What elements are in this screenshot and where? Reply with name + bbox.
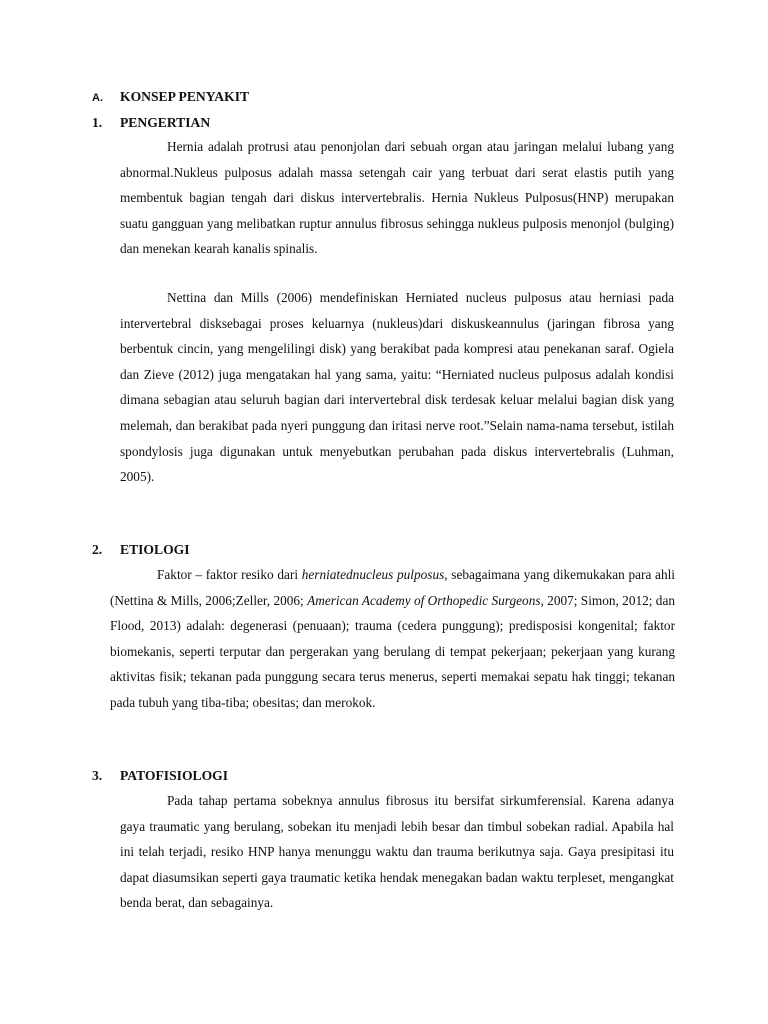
etiologi-text-1: Faktor – faktor resiko dari (157, 567, 302, 582)
section-2-number: 2. (92, 542, 103, 557)
etiologi-paragraph-1 (110, 562, 675, 716)
section-2-title: ETIOLOGI (120, 542, 190, 557)
pengertian-paragraph-1: Hernia adalah protrusi atau penonjolan dari sebuah organ atau jaringan melalui lubang yang abnormal.Nukleus pulposus adalah massa setengah cair yang terbuat dari serat elastis putih yang membentuk bagian tengah dari diskus intervertebralis. Hernia Nukleus Pulposus(HNP) merupakan suatu gangguan yang melibatkan ruptur annulus fibrosus sehingga nukleus pulposis menonjol (bulging) dan menekan kearah kanalis spinalis. (120, 139, 674, 257)
section-3-heading (92, 767, 292, 785)
section-a-heading (92, 88, 292, 106)
etiologi-text-3: , 2007; Simon, 2012; dan Flood, 2013) adalah: degenerasi (penuaan); trauma (cedera punggung); predisposisi kongenital; faktor biomekanis, seperti terputar dan pergerakan yang berulang di tempat pekerjaan; pekerjaan yang kurang aktivitas fisik; tekanan pada punggung secara terus menerus, seperti memakai sepatu hak tinggi; tekanan pada tubuh yang tiba-tiba; obesitas; dan merokok. (110, 592, 675, 710)
section-1-title: PENGERTIAN (120, 115, 211, 130)
section-a-title: KONSEP PENYAKIT (120, 89, 250, 104)
pengertian-paragraph-2: Nettina dan Mills (2006) mendefiniskan Herniated nucleus pulposus atau herniasi pada intervertebral disksebagai proses keluarnya (nukleus)dari diskuskeannulus (jaringan fibrosa yang berbentuk cincin, yang mengelilingi disk) yang berakibat pada kompresi atau penekanan saraf. Ogiela dan Zieve (2012) juga mengatakan hal yang sama, yaitu: “Herniated nucleus pulposus adalah kondisi dimana sebagian atau seluruh bagian dari intervertebral disk terdesak keluar melalui bagian disk yang melemah, dan berakibat pada nyeri punggung dan iritasi nerve root.”Selain nama-nama tersebut, istilah spondylosis juga digunakan untuk menyebutkan perubahan pada diskus intervertebralis (Luhman, 2005). (120, 290, 674, 485)
etiologi-italic-2: American Academy of Orthopedic Surgeons (307, 592, 541, 608)
etiologi-italic-1: herniatednucleus pulposus (301, 567, 445, 582)
section-1-heading (92, 114, 292, 132)
patofisiologi-paragraph-1: Pada tahap pertama sobeknya annulus fibrosus itu bersifat sirkumferensial. Karena adanya gaya traumatic yang berulang, sobekan itu menjadi lebih besar dan timbul sobekan radial. Apabila hal ini telah terjadi, resiko HNP hanya menunggu waktu dan trauma berikutnya saja. Gaya presipitasi itu dapat diasumsikan seperti gaya traumatic ketika hendak menegakan badan waktu terpleset, mengangkat benda berat, dan sebagainya. (120, 793, 674, 911)
section-1-number: 1. (92, 115, 103, 130)
section-a-letter: A. (92, 92, 103, 104)
section-2-heading (92, 541, 292, 559)
section-3-title: PATOFISIOLOGI (120, 768, 229, 783)
section-3-number: 3. (92, 768, 103, 783)
etiologi-text-2: , sebagaimana yang dikemukakan para ahli (Nettina & Mills, 2006;Zeller, 2006; (110, 567, 675, 608)
